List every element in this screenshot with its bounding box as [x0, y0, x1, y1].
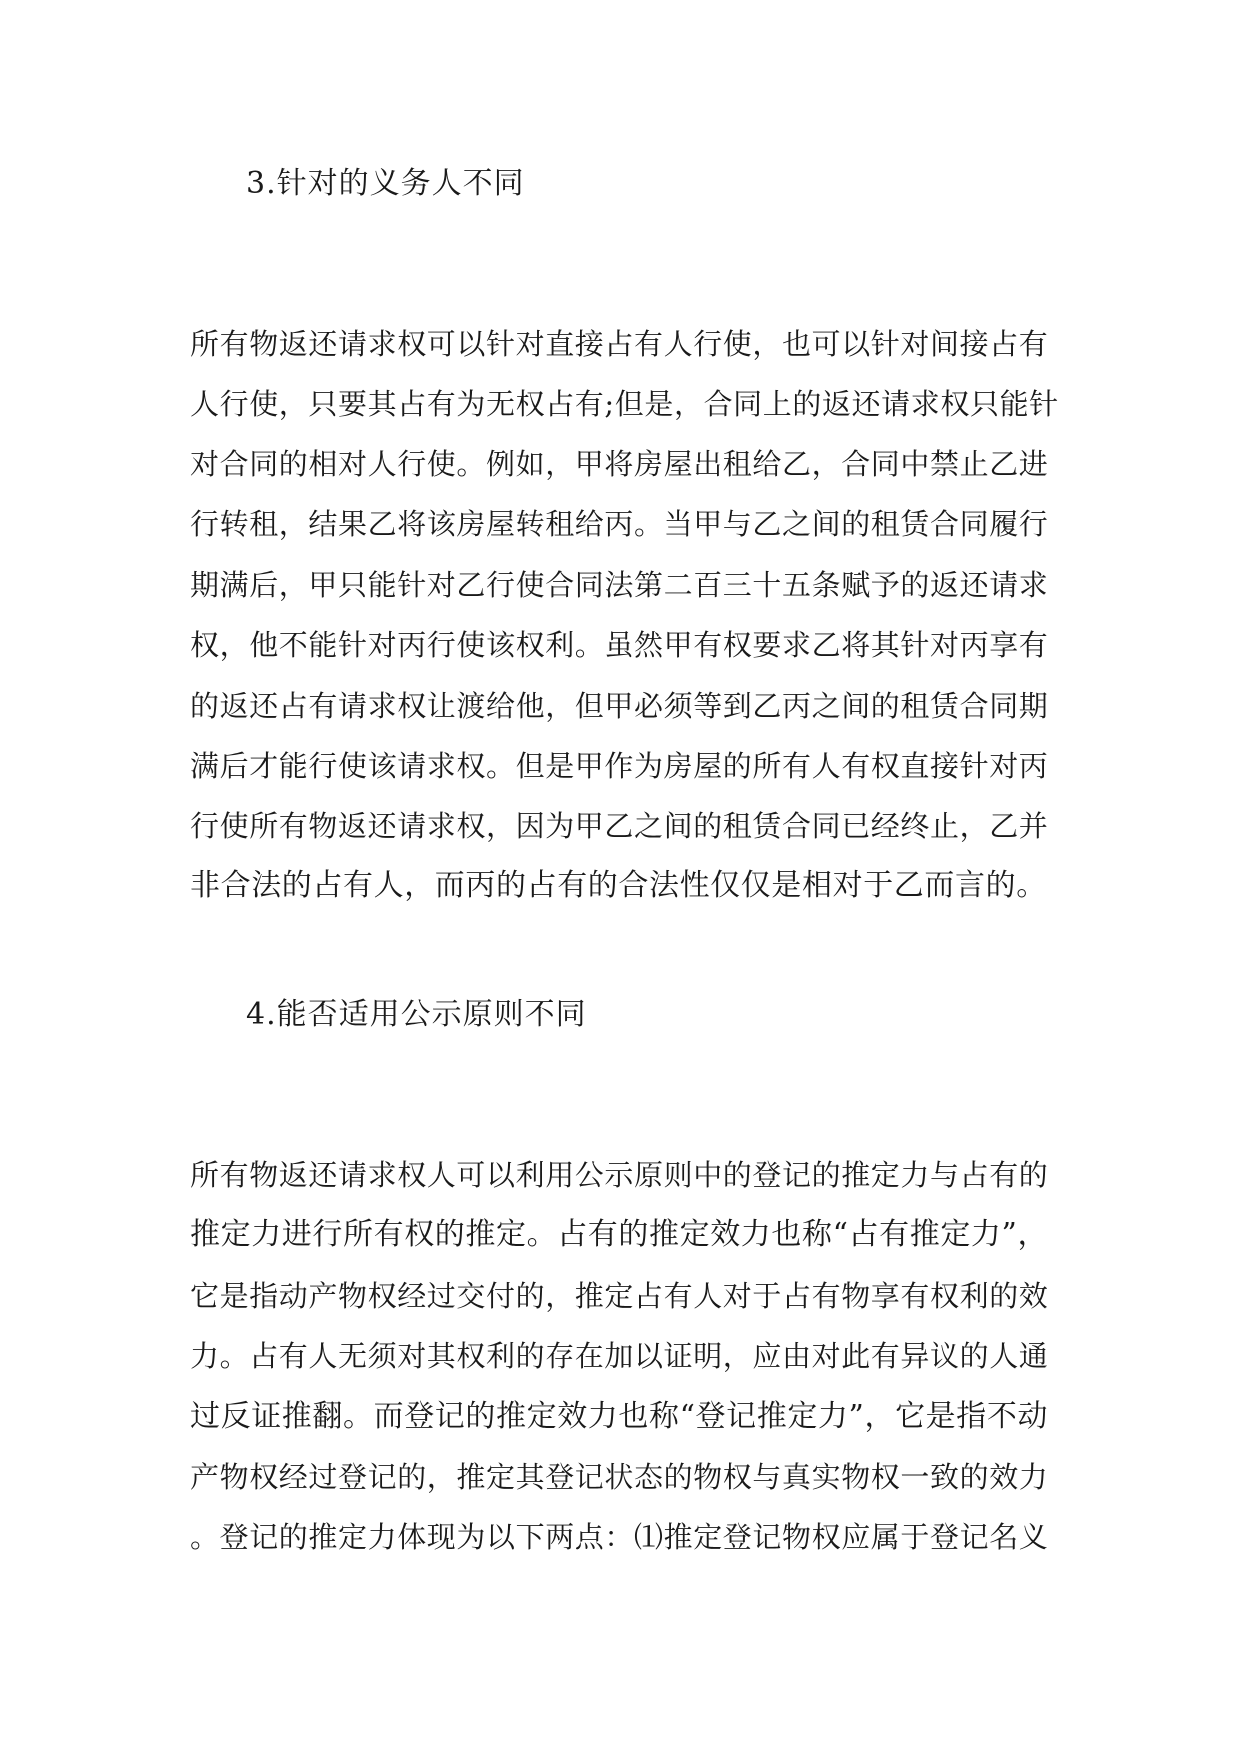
- section-4-heading: 4.能否适用公示原则不同: [246, 997, 587, 1032]
- section-3-line-7: 的返还占有请求权让渡给他，但甲必须等到乙丙之间的租赁合同期: [190, 689, 1049, 723]
- section-3-line-9: 行使所有物返还请求权，因为甲乙之间的租赁合同已经终止，乙并: [190, 809, 1049, 843]
- section-3-line-3: 对合同的相对人行使。例如，甲将房屋出租给乙，合同中禁止乙进: [190, 447, 1049, 481]
- section-3-line-8: 满后才能行使该请求权。但是甲作为房屋的所有人有权直接针对丙: [190, 749, 1049, 783]
- section-3-line-6: 权，他不能针对丙行使该权利。虽然甲有权要求乙将其针对丙享有: [190, 628, 1049, 662]
- section-4-line-7: 。登记的推定力体现为以下两点：⑴推定登记物权应属于登记名义: [190, 1520, 1049, 1554]
- section-3-line-5: 期满后，甲只能针对乙行使合同法第二百三十五条赋予的返还请求: [190, 568, 1049, 602]
- section-4-line-6: 产物权经过登记的，推定其登记状态的物权与真实物权一致的效力: [190, 1460, 1049, 1494]
- section-3-line-10: 非合法的占有人，而丙的占有的合法性仅仅是相对于乙而言的。: [190, 868, 1047, 903]
- section-4-line-1: 所有物返还请求权人可以利用公示原则中的登记的推定力与占有的: [190, 1158, 1049, 1192]
- section-4-line-4: 力。占有人无须对其权利的存在加以证明，应由对此有异议的人通: [190, 1339, 1049, 1373]
- section-3-line-4: 行转租，结果乙将该房屋转租给丙。当甲与乙之间的租赁合同履行: [190, 507, 1049, 541]
- section-3-line-1: 所有物返还请求权可以针对直接占有人行使，也可以针对间接占有: [190, 327, 1049, 361]
- section-3-line-2: 人行使，只要其占有为无权占有;但是，合同上的返还请求权只能针: [190, 387, 1059, 421]
- section-4-line-5: 过反证推翻。而登记的推定效力也称“登记推定力”，它是指不动: [190, 1399, 1049, 1434]
- section-4-line-3: 它是指动产物权经过交付的，推定占有人对于占有物享有权利的效: [190, 1279, 1049, 1313]
- section-4-line-2: 推定力进行所有权的推定。占有的推定效力也称“占有推定力”，: [190, 1217, 1049, 1252]
- section-3-heading: 3.针对的义务人不同: [246, 166, 525, 201]
